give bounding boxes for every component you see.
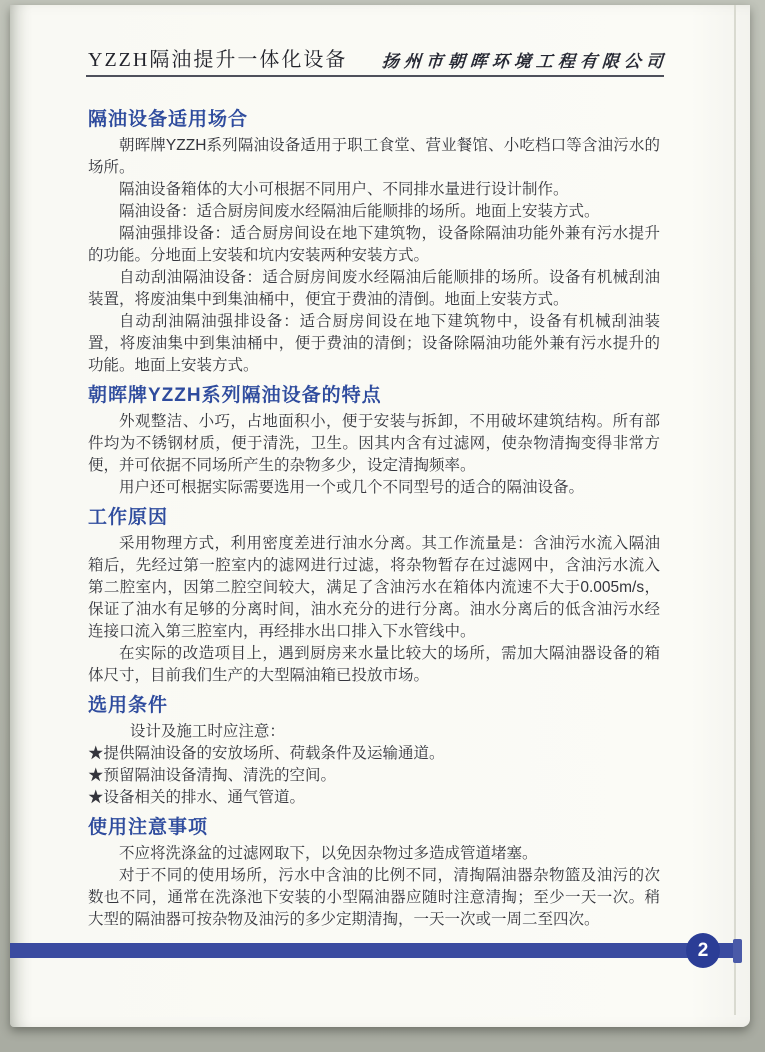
document-title: YZZH隔油提升一体化设备 [88,49,348,71]
paragraph: 自动刮油隔油强排设备：适合厨房间设在地下建筑物中，设备有机械刮油装置，将废油集中到集油桶中，便于费油的清倒；设备除隔油功能外兼有污水提升的功能。地面上安装方式。 [88,313,660,374]
paragraph: 在实际的改造项目上，遇到厨房来水量比较大的场所，需加大隔油器设备的箱体尺寸，目前我们生产的大型隔油箱已投放市场。 [88,645,660,684]
section-working-principle [88,505,660,687]
section-heading: 工作原因 [88,507,169,528]
document-header [88,43,668,72]
bullet-item: ★提供隔油设备的安放场所、荷载条件及运输通道。 [88,745,445,762]
paragraph: 设计及施工时应注意： [129,723,285,740]
paragraph: 朝晖牌YZZH系列隔油设备适用于职工食堂、营业餐馆、小吃档口等含油污水的场所。 [88,137,660,176]
paragraph: 对于不同的使用场所，污水中含油的比例不同，清掏隔油器杂物篮及油污的次数也不同，通常在洗涤池下安装的小型隔油器应随时注意清掏；至少一天一次。稍大型的隔油器可按杂物及油污的多少定期清掏，一天一次或一周二至四次。 [88,867,660,928]
section-heading: 隔油设备适用场合 [88,109,249,130]
paragraph: 不应将洗涤盆的过滤网取下，以免因杂物过多造成管道堵塞。 [119,845,538,862]
document-page [10,5,750,1027]
section-heading: 朝晖牌YZZH系列隔油设备的特点 [88,385,382,406]
bullet-item: ★预留隔油设备清掏、清洗的空间。 [88,767,337,784]
paragraph: 用户还可根据实际需要选用一个或几个不同型号的适合的隔油设备。 [119,479,585,496]
section-selection-conditions [88,693,660,809]
page-fold-line [734,5,736,1015]
paragraph: 外观整洁、小巧，占地面积小，便于安装与拆卸，不用破坏建筑结构。所有部件均为不锈钢材质，便于清洗，卫生。因其内含有过滤网，使杂物清掏变得非常方便，并可依据不同场所产生的杂物多少，设定清掏频率。 [88,413,660,474]
footer-bar [10,943,738,958]
paragraph: 自动刮油隔油设备：适合厨房间废水经隔油后能顺排的场所。设备有机械刮油装置，将废油集中到集油桶中，便宜于费油的清倒。地面上安装方式。 [88,269,660,308]
section-features [88,383,660,499]
page-number: 2 [697,939,709,961]
section-heading: 使用注意事项 [88,817,209,838]
section-usage-notes [88,815,660,931]
paragraph: 隔油设备：适合厨房间废水经隔油后能顺排的场所。地面上安装方式。 [119,203,600,220]
paragraph: 隔油设备箱体的大小可根据不同用户、不同排水量进行设计制作。 [119,181,569,198]
bullet-item: ★设备相关的排水、通气管道。 [88,789,306,806]
section-heading: 选用条件 [88,695,169,716]
footer-bar-end-mark [733,939,742,963]
header-rule [86,75,664,77]
section-applicable-occasions [88,107,660,377]
document-body [88,101,660,931]
page-number-badge [686,933,720,968]
paragraph: 采用物理方式，利用密度差进行油水分离。其工作流量是：含油污水流入隔油箱后，先经过第一腔室内的滤网进行过滤，将杂物暂存在过滤网中，含油污水流入第二腔室内，因第二腔空间较大，满足了含油污水在箱体内流速不大于0.005m/s，保证了油水有足够的分离时间，油水充分的进行分离。油水分离后的低含油污水经连接口流入第三腔室内，再经排水出口排入下水管线中。 [88,535,660,640]
paragraph: 隔油强排设备：适合厨房间设在地下建筑物，设备除隔油功能外兼有污水提升的功能。分地面上安装和坑内安装两种安装方式。 [88,225,660,264]
company-name: 扬州市朝晖环境工程有限公司 [381,52,669,71]
